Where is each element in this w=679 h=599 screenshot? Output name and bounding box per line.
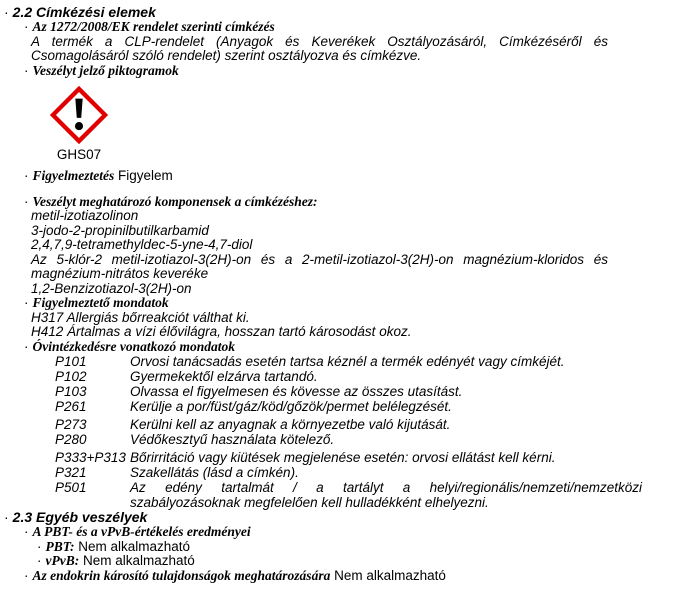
signal-word-row [0, 169, 679, 184]
pbt-result-row [0, 540, 679, 555]
precaution-row [0, 354, 679, 369]
precaution-text: Orvosi tanácsadás esetén tartsa kéznél a termék edényét vagy címkéjét. [130, 354, 565, 369]
clp-regulation-heading-text: Az 1272/2008/EK rendelet szerinti címkézés [32, 19, 275, 34]
precaution-text: Bőrirritáció vagy kiütések megjelenése esetén: orvosi ellátást kell kérni. [130, 450, 556, 465]
component-item: Az 5-klór-2 metil-izotiazol-3(2H)-on és a 2-metil-izotiazol-3(2H)-on magnézium-kloridos és magnézium-nitrátos keveréke [31, 251, 608, 281]
hazard-code: H317 [31, 309, 64, 325]
signal-word-value: Figyelem [118, 168, 173, 183]
pbt-vpvb-heading [0, 525, 679, 540]
hazard-statements-heading [0, 296, 679, 311]
precaution-row [0, 384, 679, 399]
component-item: metil-izotiazolinon [31, 208, 139, 223]
precaution-row [0, 369, 679, 384]
endocrine-label: Az endokrin károsító tulajdonságok meghatározására [32, 567, 331, 583]
precaution-code: P333+P313 [55, 450, 126, 465]
section-2-2-title: 2.2 Címkézési elemek [12, 4, 156, 20]
bullet-marker: · [37, 553, 42, 568]
hazard-statement-row [0, 311, 679, 326]
precaution-text: Az edény tartalmát / a tartályt a helyi/regionális/nemzeti/nemzetközi szabályozásoknak megfelelően kell hulladékként elhelyezni. [130, 480, 642, 510]
hazard-text: Allergiás bőrreakciót válthat ki. [66, 309, 250, 325]
precaution-text: Védőkesztyű használata kötelező. [130, 432, 335, 447]
precaution-code: P280 [55, 432, 87, 447]
vpvb-result-row [0, 554, 679, 569]
bullet-marker: · [24, 524, 29, 539]
hazard-code: H412 [31, 324, 64, 339]
precaution-row [0, 450, 679, 465]
component-item: 2,4,7,9-tetramethyldec-5-yne-4,7-diol [31, 237, 253, 252]
pbt-label: PBT: [45, 538, 75, 554]
precaution-text: Gyermekektől elzárva tartandó. [130, 369, 318, 384]
section-2-3-heading [0, 510, 679, 525]
vpvb-label: vPvB: [45, 553, 80, 568]
bullet-marker: · [24, 168, 29, 183]
bullet-marker: · [24, 62, 29, 78]
hazard-statement-row [0, 325, 679, 340]
pbt-vpvb-heading-text: A PBT- és a vPvB-értékelés eredményei [32, 524, 251, 539]
bullet-marker: · [24, 19, 29, 34]
components-heading [0, 195, 679, 210]
pictograms-heading-text: Veszélyt jelző piktogramok [32, 62, 179, 78]
bullet-marker: · [4, 509, 9, 525]
precaution-code: P321 [55, 465, 87, 480]
bullet-marker: · [24, 567, 29, 583]
section-2-2-heading [0, 5, 679, 20]
hazard-text: Ártalmas a vízi élővilágra, hosszan tartó károsodást okoz. [67, 324, 412, 339]
hazard-statements-heading-text: Figyelmeztető mondatok [32, 295, 169, 310]
precautionary-heading [0, 340, 679, 355]
precaution-code: P103 [55, 384, 87, 399]
clp-paragraph: A termék a CLP-rendelet (Anyagok és Keverékek Osztályozásáról, Címkézéséről és Csomagolásáról szóló rendelet) szerint osztályozva és címkézve. [31, 33, 608, 63]
precaution-row [0, 480, 679, 510]
components-heading-text: Veszélyt meghatározó komponensek a címkézéshez: [32, 193, 318, 209]
precaution-code: P102 [55, 369, 87, 384]
signal-word-label: Figyelmeztetés [32, 168, 115, 183]
precaution-row [0, 432, 679, 447]
bullet-marker: · [24, 338, 29, 354]
ghs07-pictogram [50, 86, 108, 162]
endocrine-value: Nem alkalmazható [334, 567, 446, 583]
precaution-code: P501 [55, 480, 87, 495]
section-2-3-title: 2.3 Egyéb veszélyek [12, 509, 148, 525]
precaution-row [0, 399, 679, 414]
precaution-text: Kerülni kell az anyagnak a környezetbe való kijutását. [130, 417, 451, 432]
precaution-code: P273 [55, 417, 87, 432]
precaution-row [0, 417, 679, 432]
endocrine-row [0, 569, 679, 584]
precaution-text: Kerülje a por/füst/gáz/köd/gőzök/permet belélegzését. [130, 399, 452, 414]
bullet-marker: · [24, 193, 29, 209]
precaution-text: Olvassa el figyelmesen és kövesse az összes utasítást. [130, 384, 463, 399]
pictogram-code-label: GHS07 [56, 147, 102, 162]
precautionary-heading-text: Óvintézkedésre vonatkozó mondatok [32, 338, 235, 354]
vpvb-value: Nem alkalmazható [83, 553, 195, 568]
pictograms-heading [0, 64, 679, 79]
precaution-text: Szakellátás (lásd a címkén). [130, 465, 299, 480]
clp-regulation-heading [0, 20, 679, 35]
bullet-marker: · [24, 295, 29, 310]
precaution-row [0, 465, 679, 480]
component-item: 3-jodo-2-propinilbutilkarbamid [31, 222, 209, 238]
bullet-marker: · [37, 538, 42, 554]
pbt-value: Nem alkalmazható [78, 538, 191, 554]
exclamation-mark-icon [50, 86, 108, 144]
precaution-code: P261 [55, 399, 87, 414]
bullet-marker: · [4, 4, 9, 20]
component-item: 1,2-Benzizotiazol-3(2H)-on [31, 280, 192, 296]
precaution-code: P101 [55, 354, 87, 369]
